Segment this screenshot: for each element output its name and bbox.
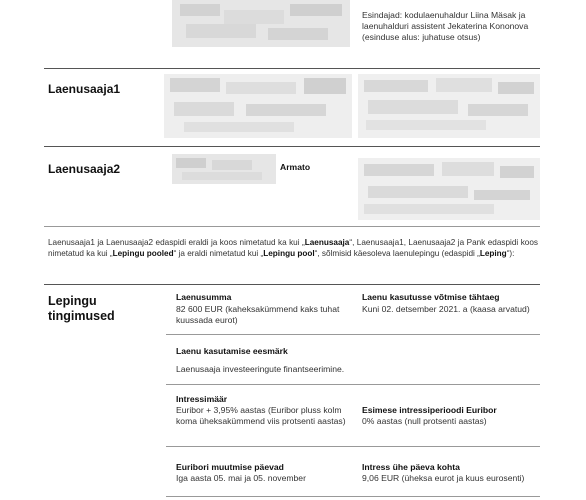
loan-deadline-value: Kuni 02. detsember 2021. a (kaasa arvatud) bbox=[362, 304, 530, 314]
loan-deadline-label: Laenu kasutusse võtmise tähtaeg bbox=[362, 292, 500, 302]
redacted-top-left bbox=[172, 0, 350, 47]
representation-text: Esindajad: kodulaenuhaldur Liina Mäsak ja laenuhalduri assistent Jekaterina Kononova (esinduse alus: juhatuse otsus) bbox=[362, 10, 529, 42]
divider bbox=[44, 146, 540, 147]
divider bbox=[44, 284, 540, 285]
loan-amount-label: Laenusumma bbox=[176, 292, 232, 302]
intro-text: “, sõlmisid käesoleva laenulepingu (edaspidi „ bbox=[314, 248, 480, 258]
terms-title-line2: tingimused bbox=[48, 309, 115, 323]
intro-text: “ ja eraldi nimetatud kui „ bbox=[173, 248, 264, 258]
intro-text: “): bbox=[506, 248, 515, 258]
first-euribor-value: 0% aastas (null protsenti aastas) bbox=[362, 416, 487, 426]
redacted-borrower1-details bbox=[358, 74, 540, 138]
redacted-borrower2-name bbox=[172, 154, 276, 184]
defined-term: Lepingu pooled bbox=[112, 248, 174, 258]
divider bbox=[166, 334, 540, 335]
first-euribor-label: Esimese intressiperioodi Euribor bbox=[362, 405, 497, 415]
euribor-change-label: Euribori muutmise päevad bbox=[176, 462, 284, 472]
terms-title-line1: Lepingu bbox=[48, 294, 97, 308]
purpose-value: Laenusaaja investeeringute finantseerimine. bbox=[176, 364, 345, 374]
redacted-borrower1-name bbox=[164, 74, 352, 138]
daily-interest-value: 9,06 EUR (üheksa eurot ja kuus eurosenti) bbox=[362, 473, 525, 483]
daily-interest-label: Intress ühe päeva kohta bbox=[362, 462, 460, 472]
intro-paragraph bbox=[48, 238, 538, 259]
interest-label: Intressimäär bbox=[176, 394, 228, 404]
divider bbox=[166, 496, 540, 497]
defined-term: Laenusaaja bbox=[304, 238, 350, 247]
divider bbox=[166, 384, 540, 385]
purpose-label: Laenu kasutamise eesmärk bbox=[176, 346, 288, 356]
defined-term: Lepingu pool bbox=[263, 248, 315, 258]
redacted-borrower2-details bbox=[358, 158, 540, 220]
divider bbox=[44, 226, 540, 227]
divider bbox=[166, 446, 540, 447]
intro-text: Laenusaaja1 ja Laenusaaja2 edaspidi eraldi ja koos nimetatud ka kui „ bbox=[48, 238, 305, 247]
euribor-change-value: Iga aasta 05. mai ja 05. november bbox=[176, 473, 306, 483]
terms-title bbox=[48, 294, 115, 324]
divider bbox=[44, 68, 540, 69]
borrower1-label: Laenusaaja1 bbox=[48, 82, 121, 96]
defined-term: Leping bbox=[479, 248, 507, 258]
loan-amount-value: 82 600 EUR (kaheksakümmend kaks tuhat kuussada eurot) bbox=[176, 304, 340, 325]
borrower2-label: Laenusaaja2 bbox=[48, 162, 121, 176]
interest-value: Euribor + 3,95% aastas (Euribor pluss kolm koma üheksakümmend viis protsenti aastas) bbox=[176, 405, 346, 426]
intro-text: “, Laenusaaja1, Laenusaaja2 ja Pank edaspidi koos nimetatud ka kui „ bbox=[48, 238, 538, 258]
borrower2-name-fragment: Armato bbox=[280, 162, 311, 172]
